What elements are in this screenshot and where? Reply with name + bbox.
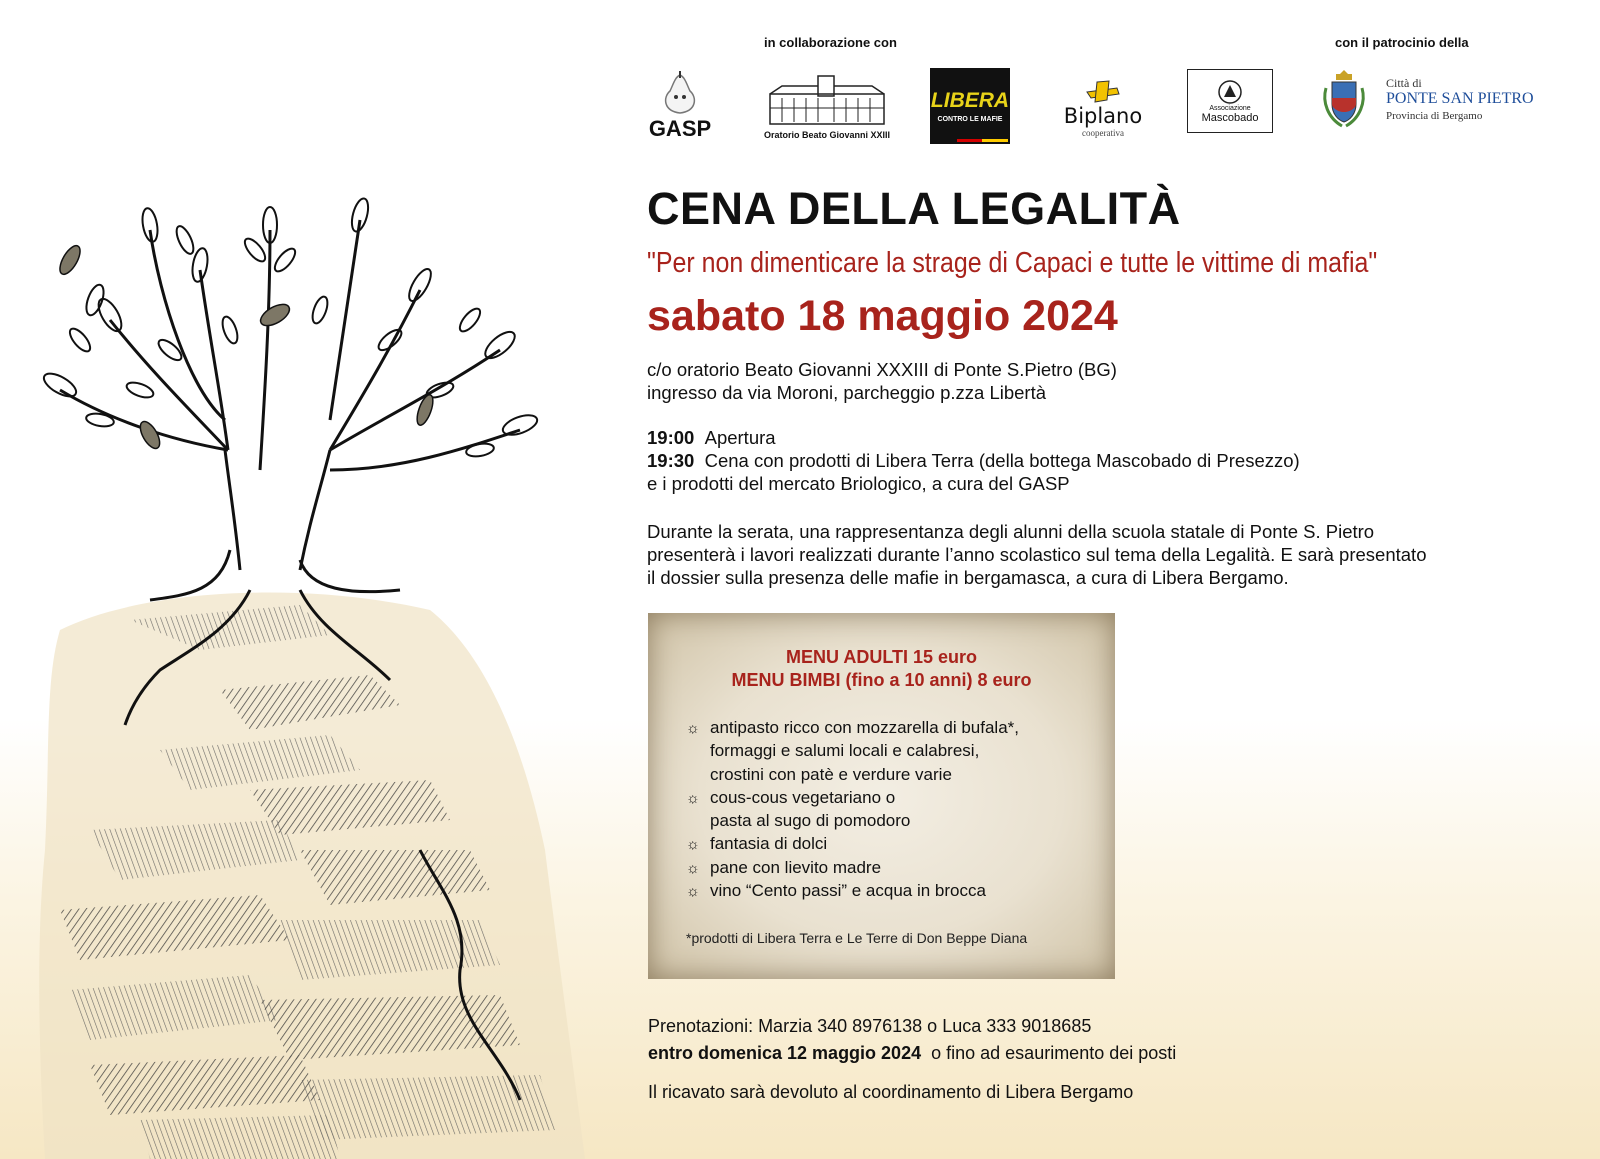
menu-item-line: antipasto ricco con mozzarella di bufala*, [710, 718, 1019, 737]
menu-item-line: crostini con patè e verdure varie [710, 764, 952, 784]
mascobado-logo [1187, 69, 1273, 133]
location-block [647, 358, 1117, 404]
description-block [647, 520, 1426, 589]
libera-logo-text: LIBERA [930, 89, 1010, 112]
mascobado-logo-line1: Associazione [1209, 104, 1251, 112]
sun-bullet-icon: ☼ [686, 789, 700, 807]
schedule-label-2-cont: e i prodotti del mercato Briologico, a cura del GASP [647, 473, 1070, 494]
libera-logo-tagline: CONTRO LE MAFIE [937, 116, 1003, 123]
deadline-date: entro domenica 12 maggio 2024 [648, 1043, 922, 1063]
location-line2: ingresso da via Moroni, parcheggio p.zza Libertà [647, 382, 1047, 403]
biplano-logo-text: Biplano [1063, 104, 1143, 128]
schedule-label-2: Cena con prodotti di Libera Terra (della bottega Mascobado di Presezzo) [704, 450, 1300, 471]
menu-item-line: formaggi e salumi locali e calabresi, [710, 741, 980, 761]
menu-list [686, 716, 1019, 902]
schedule-row-1 [647, 426, 1300, 449]
ponte-san-pietro-logo [1318, 68, 1533, 130]
airplane-icon [1083, 78, 1123, 104]
menu-footnote: *prodotti di Libera Terra e Le Terre di Don Beppe Diana [686, 930, 1028, 946]
schedule-block [647, 426, 1300, 495]
gasp-logo [645, 66, 715, 146]
collaboration-label: in collaborazione con [764, 35, 897, 50]
schedule-label-1: Apertura [704, 427, 776, 448]
globe-icon [1217, 79, 1243, 105]
description-line3: il dossier sulla presenza delle mafie in bergamasca, a cura di Libera Bergamo. [647, 567, 1289, 588]
schedule-time-2: 19:30 [647, 450, 695, 471]
sun-bullet-icon: ☼ [686, 859, 700, 877]
booking-line: Prenotazioni: Marzia 340 8976138 o Luca 333 9018685 [648, 1016, 1092, 1036]
schedule-row-2 [647, 449, 1300, 472]
ponte-logo-line3: Provincia di Bergamo [1386, 110, 1483, 122]
menu-item [686, 879, 1019, 902]
description-line1: Durante la serata, una rappresentanza degli alunni della scuola statale di Ponte S. Pietro [647, 521, 1375, 542]
menu-box [648, 613, 1115, 979]
ponte-logo-line2: PONTE SAN PIETRO [1386, 90, 1534, 107]
sun-bullet-icon: ☼ [686, 720, 700, 737]
patronage-label: con il patrocinio della [1335, 35, 1469, 50]
menu-item [686, 716, 1019, 786]
proceeds-line: Il ricavato sarà devoluto al coordinamento di Libera Bergamo [648, 1082, 1134, 1102]
biplano-logo-sub: cooperativa [1082, 128, 1124, 138]
sun-bullet-icon: ☼ [686, 883, 700, 901]
oratorio-logo [758, 66, 896, 146]
oratorio-logo-text: Oratorio Beato Giovanni XXIII [763, 130, 891, 140]
menu-title-kids: MENU BIMBI (fino a 10 anni) 8 euro [731, 670, 1032, 690]
menu-item [686, 786, 1019, 833]
schedule-time-1: 19:00 [647, 427, 695, 448]
gasp-logo-text: GASP [648, 115, 712, 141]
event-date: sabato 18 maggio 2024 [647, 292, 1118, 340]
location-line1: c/o oratorio Beato Giovanni XXXIII di Ponte S.Pietro (BG) [647, 359, 1117, 380]
pear-icon [655, 71, 705, 116]
event-subtitle: "Per non dimenticare la strage di Capaci e tutte le vittime di mafia" [647, 247, 1378, 279]
menu-item-line: pane con lievito madre [710, 857, 882, 877]
menu-title-adults: MENU ADULTI 15 euro [785, 647, 977, 667]
tree-illustration [0, 90, 600, 1159]
menu-item [686, 832, 1019, 855]
mascobado-logo-line2: Mascobado [1201, 111, 1259, 124]
crest-icon [1318, 68, 1370, 130]
menu-item-line: vino “Cento passi” e acqua in brocca [710, 881, 986, 901]
sun-bullet-icon: ☼ [686, 836, 700, 854]
description-line2: presenterà i lavori realizzati durante l’anno scolastico sul tema della Legalità. E sarà presentato [647, 544, 1427, 565]
event-title: CENA DELLA LEGALITÀ [647, 183, 1181, 234]
biplano-logo [1058, 72, 1148, 144]
menu-item-line: pasta al sugo di pomodoro [710, 811, 911, 831]
libera-logo [930, 68, 1010, 144]
ponte-logo-line1: Città di [1386, 76, 1422, 90]
deadline-line [648, 1043, 1176, 1064]
menu-item-line: cous-cous vegetariano o [710, 787, 896, 807]
building-icon [762, 72, 892, 130]
menu-item-line: fantasia di dolci [710, 834, 828, 854]
deadline-note: o fino ad esaurimento dei posti [931, 1043, 1177, 1063]
menu-item [686, 856, 1019, 879]
tree-trunk [60, 220, 520, 570]
